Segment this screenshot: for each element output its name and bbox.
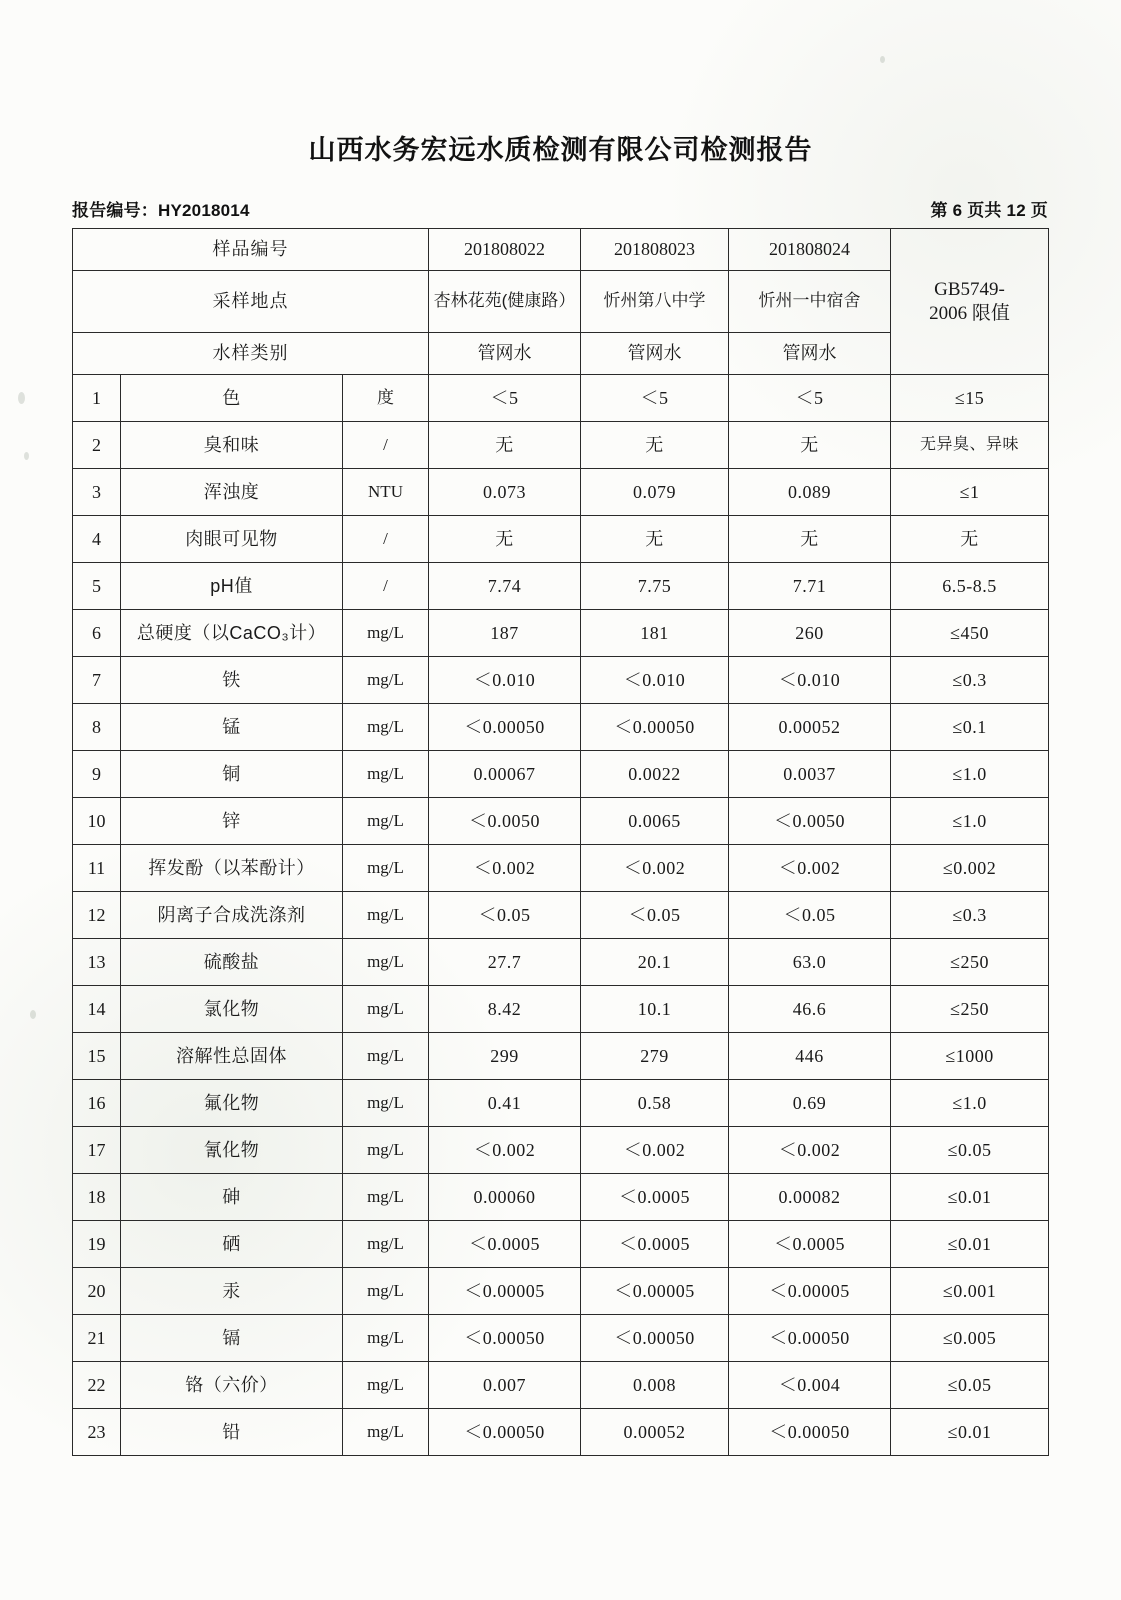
table-row: [73, 1221, 1049, 1268]
row-value-1: ＜0.00005: [429, 1268, 581, 1315]
row-value-1: 0.007: [429, 1362, 581, 1409]
row-value-2: ＜0.010: [581, 657, 729, 704]
table-row: [73, 1268, 1049, 1315]
row-value-1: ＜0.002: [429, 1127, 581, 1174]
row-unit: /: [343, 563, 429, 610]
row-index: 18: [73, 1174, 121, 1221]
row-item: 锰: [121, 704, 343, 751]
row-value-1: 27.7: [429, 939, 581, 986]
table-row: [73, 892, 1049, 939]
row-item: 总硬度（以CaCO₃计）: [121, 610, 343, 657]
row-index: 23: [73, 1409, 121, 1456]
row-value-3: 260: [729, 610, 891, 657]
row-limit: ≤15: [891, 375, 1049, 422]
row-limit: ≤1000: [891, 1033, 1049, 1080]
row-index: 9: [73, 751, 121, 798]
location-3: 忻州一中宿舍: [729, 271, 891, 333]
water-type-label: 水样类别: [73, 333, 429, 375]
row-value-1: ＜0.0050: [429, 798, 581, 845]
row-limit: ≤0.01: [891, 1409, 1049, 1456]
row-item: 汞: [121, 1268, 343, 1315]
row-value-2: 0.008: [581, 1362, 729, 1409]
row-value-3: ＜5: [729, 375, 891, 422]
table-row: [73, 610, 1049, 657]
paper-speck: [880, 56, 885, 63]
row-limit: ≤0.005: [891, 1315, 1049, 1362]
row-limit: ≤1.0: [891, 798, 1049, 845]
row-limit: 6.5-8.5: [891, 563, 1049, 610]
row-value-3: 46.6: [729, 986, 891, 1033]
row-limit: ≤0.01: [891, 1174, 1049, 1221]
row-value-2: ＜0.00050: [581, 704, 729, 751]
water-type-1: 管网水: [429, 333, 581, 375]
row-limit: ≤450: [891, 610, 1049, 657]
row-item: 硒: [121, 1221, 343, 1268]
row-unit: mg/L: [343, 1033, 429, 1080]
row-unit: mg/L: [343, 657, 429, 704]
row-item: 锌: [121, 798, 343, 845]
table-row: [73, 469, 1049, 516]
row-item: 氯化物: [121, 986, 343, 1033]
row-value-3: 446: [729, 1033, 891, 1080]
row-limit: ≤1: [891, 469, 1049, 516]
row-value-3: ＜0.002: [729, 1127, 891, 1174]
row-index: 6: [73, 610, 121, 657]
row-unit: mg/L: [343, 1315, 429, 1362]
row-value-1: 0.073: [429, 469, 581, 516]
row-value-2: 无: [581, 422, 729, 469]
row-item: pH值: [121, 563, 343, 610]
row-value-3: ＜0.010: [729, 657, 891, 704]
paper-speck: [30, 1010, 36, 1019]
row-value-2: ＜0.002: [581, 845, 729, 892]
row-unit: mg/L: [343, 1409, 429, 1456]
row-item: 氰化物: [121, 1127, 343, 1174]
row-value-3: 63.0: [729, 939, 891, 986]
row-item: 挥发酚（以苯酚计）: [121, 845, 343, 892]
row-item: 铜: [121, 751, 343, 798]
location-label: 采样地点: [73, 271, 429, 333]
row-unit: mg/L: [343, 1080, 429, 1127]
row-unit: mg/L: [343, 892, 429, 939]
row-index: 15: [73, 1033, 121, 1080]
row-index: 2: [73, 422, 121, 469]
row-limit: ≤250: [891, 939, 1049, 986]
row-value-2: 0.58: [581, 1080, 729, 1127]
row-value-3: 0.00082: [729, 1174, 891, 1221]
paper-speck: [24, 452, 29, 460]
row-item: 镉: [121, 1315, 343, 1362]
report-meta: [72, 196, 1048, 221]
row-limit: ≤250: [891, 986, 1049, 1033]
row-index: 19: [73, 1221, 121, 1268]
row-value-1: ＜0.00050: [429, 704, 581, 751]
row-value-3: ＜0.0005: [729, 1221, 891, 1268]
row-index: 11: [73, 845, 121, 892]
row-value-1: ＜0.002: [429, 845, 581, 892]
row-value-3: ＜0.004: [729, 1362, 891, 1409]
row-unit: mg/L: [343, 1174, 429, 1221]
row-value-2: 10.1: [581, 986, 729, 1033]
location-2: 忻州第八中学: [581, 271, 729, 333]
standard-limit-line2: 2006 限值: [929, 302, 1010, 324]
location-1: 杏林花苑(健康路）: [429, 271, 581, 333]
row-unit: mg/L: [343, 1127, 429, 1174]
table-row: [73, 1409, 1049, 1456]
row-value-3: 0.00052: [729, 704, 891, 751]
row-value-1: ＜0.0005: [429, 1221, 581, 1268]
row-unit: mg/L: [343, 610, 429, 657]
row-value-2: 0.0065: [581, 798, 729, 845]
row-item: 肉眼可见物: [121, 516, 343, 563]
row-value-2: 279: [581, 1033, 729, 1080]
row-unit: mg/L: [343, 939, 429, 986]
row-value-3: ＜0.00005: [729, 1268, 891, 1315]
row-value-1: ＜0.05: [429, 892, 581, 939]
row-index: 21: [73, 1315, 121, 1362]
row-item: 铅: [121, 1409, 343, 1456]
row-unit: mg/L: [343, 1362, 429, 1409]
paper-speck: [18, 392, 25, 404]
table-row: [73, 516, 1049, 563]
row-value-2: ＜0.05: [581, 892, 729, 939]
row-item: 浑浊度: [121, 469, 343, 516]
row-value-1: ＜0.00050: [429, 1315, 581, 1362]
standard-limit-header: [891, 229, 1049, 375]
row-value-3: 0.0037: [729, 751, 891, 798]
row-value-1: 8.42: [429, 986, 581, 1033]
row-value-3: 0.089: [729, 469, 891, 516]
row-value-2: 181: [581, 610, 729, 657]
table-row: [73, 939, 1049, 986]
row-value-2: ＜0.0005: [581, 1221, 729, 1268]
row-value-2: 20.1: [581, 939, 729, 986]
row-index: 14: [73, 986, 121, 1033]
row-item: 硫酸盐: [121, 939, 343, 986]
table-row: [73, 657, 1049, 704]
row-value-3: ＜0.00050: [729, 1315, 891, 1362]
row-value-3: ＜0.0050: [729, 798, 891, 845]
row-limit: ≤0.01: [891, 1221, 1049, 1268]
row-unit: mg/L: [343, 704, 429, 751]
sample-no-1: 201808022: [429, 229, 581, 271]
row-unit: mg/L: [343, 845, 429, 892]
report-number: 报告编号：HY2018014: [72, 201, 250, 220]
row-limit: 无异臭、异味: [891, 422, 1049, 469]
row-unit: mg/L: [343, 798, 429, 845]
table-row: [73, 986, 1049, 1033]
row-item: 溶解性总固体: [121, 1033, 343, 1080]
table-row: [73, 1315, 1049, 1362]
row-item: 氟化物: [121, 1080, 343, 1127]
row-index: 1: [73, 375, 121, 422]
table-row: [73, 422, 1049, 469]
row-limit: ≤0.001: [891, 1268, 1049, 1315]
row-unit: mg/L: [343, 1268, 429, 1315]
row-unit: /: [343, 516, 429, 563]
row-item: 臭和味: [121, 422, 343, 469]
row-value-2: ＜0.00050: [581, 1315, 729, 1362]
sample-no-label: 样品编号: [73, 229, 429, 271]
row-value-3: 0.69: [729, 1080, 891, 1127]
table-row: [73, 375, 1049, 422]
row-item: 砷: [121, 1174, 343, 1221]
row-value-2: ＜0.00005: [581, 1268, 729, 1315]
row-limit: ≤0.002: [891, 845, 1049, 892]
row-limit: ≤1.0: [891, 1080, 1049, 1127]
row-item: 铁: [121, 657, 343, 704]
row-value-1: ＜5: [429, 375, 581, 422]
row-limit: ≤1.0: [891, 751, 1049, 798]
row-unit: 度: [343, 375, 429, 422]
row-value-3: 7.71: [729, 563, 891, 610]
water-quality-table: [72, 228, 1049, 1456]
row-value-3: ＜0.002: [729, 845, 891, 892]
row-index: 22: [73, 1362, 121, 1409]
row-limit: ≤0.05: [891, 1127, 1049, 1174]
table-header-row-sample-no: [73, 229, 1049, 271]
table-row: [73, 751, 1049, 798]
row-value-3: ＜0.00050: [729, 1409, 891, 1456]
row-limit: 无: [891, 516, 1049, 563]
water-type-2: 管网水: [581, 333, 729, 375]
row-value-2: 7.75: [581, 563, 729, 610]
water-type-3: 管网水: [729, 333, 891, 375]
table-row: [73, 1033, 1049, 1080]
row-unit: /: [343, 422, 429, 469]
table-row: [73, 563, 1049, 610]
row-index: 10: [73, 798, 121, 845]
row-unit: mg/L: [343, 751, 429, 798]
row-value-2: 0.00052: [581, 1409, 729, 1456]
row-limit: ≤0.3: [891, 657, 1049, 704]
row-value-1: 187: [429, 610, 581, 657]
row-index: 13: [73, 939, 121, 986]
row-value-1: 无: [429, 516, 581, 563]
row-index: 3: [73, 469, 121, 516]
row-index: 7: [73, 657, 121, 704]
row-item: 阴离子合成洗涤剂: [121, 892, 343, 939]
standard-limit-line1: GB5749-: [934, 278, 1005, 300]
table-row: [73, 704, 1049, 751]
row-value-1: 0.41: [429, 1080, 581, 1127]
table-row: [73, 1174, 1049, 1221]
row-unit: mg/L: [343, 1221, 429, 1268]
row-value-3: 无: [729, 422, 891, 469]
row-value-1: ＜0.010: [429, 657, 581, 704]
table-row: [73, 845, 1049, 892]
row-index: 17: [73, 1127, 121, 1174]
row-index: 20: [73, 1268, 121, 1315]
row-item: 铬（六价）: [121, 1362, 343, 1409]
table-row: [73, 798, 1049, 845]
row-item: 色: [121, 375, 343, 422]
page-title: 山西水务宏远水质检测有限公司检测报告: [308, 135, 813, 165]
row-value-2: 0.0022: [581, 751, 729, 798]
row-value-2: ＜0.0005: [581, 1174, 729, 1221]
row-value-2: 无: [581, 516, 729, 563]
sample-no-2: 201808023: [581, 229, 729, 271]
row-index: 16: [73, 1080, 121, 1127]
table-row: [73, 1080, 1049, 1127]
row-index: 8: [73, 704, 121, 751]
row-limit: ≤0.3: [891, 892, 1049, 939]
table-row: [73, 1362, 1049, 1409]
row-value-3: ＜0.05: [729, 892, 891, 939]
row-index: 5: [73, 563, 121, 610]
row-value-1: 0.00067: [429, 751, 581, 798]
row-index: 12: [73, 892, 121, 939]
row-value-2: ＜5: [581, 375, 729, 422]
row-value-1: 299: [429, 1033, 581, 1080]
row-limit: ≤0.05: [891, 1362, 1049, 1409]
row-limit: ≤0.1: [891, 704, 1049, 751]
row-value-1: 无: [429, 422, 581, 469]
row-index: 4: [73, 516, 121, 563]
row-unit: mg/L: [343, 986, 429, 1033]
row-value-2: ＜0.002: [581, 1127, 729, 1174]
row-value-1: ＜0.00050: [429, 1409, 581, 1456]
row-value-3: 无: [729, 516, 891, 563]
row-unit: NTU: [343, 469, 429, 516]
row-value-2: 0.079: [581, 469, 729, 516]
page-number: 第 6 页共 12 页: [930, 201, 1048, 220]
table-row: [73, 1127, 1049, 1174]
row-value-1: 0.00060: [429, 1174, 581, 1221]
sample-no-3: 201808024: [729, 229, 891, 271]
row-value-1: 7.74: [429, 563, 581, 610]
